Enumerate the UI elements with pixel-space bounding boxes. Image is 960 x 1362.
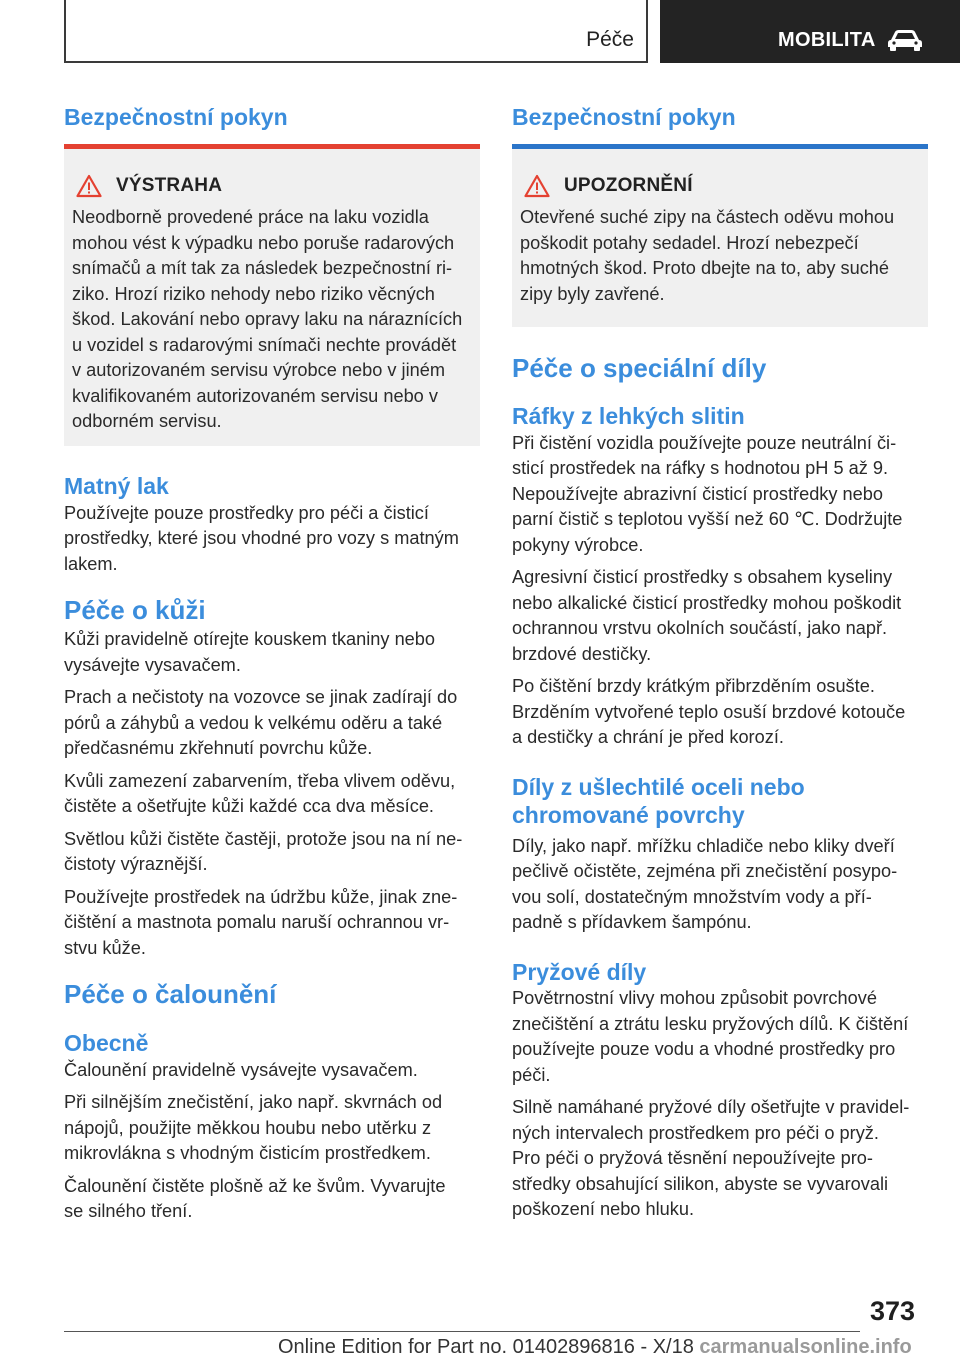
car-icon [886,29,924,51]
warning-triangle-icon [76,174,102,198]
footer-edition [278,1336,960,1362]
section-title: Péče [586,28,634,51]
right-column [512,100,928,1230]
steel-chrome-heading: Díly z ušlechtilé oceli nebo chromované povrchy [512,773,805,828]
general-subheading: Obecně [64,1030,149,1056]
warning-box [64,149,480,446]
paragraph: Čalounění pravidelně vysávejte vysavačem. [64,1059,418,1080]
caution-text: Otevřené suché zipy na částech oděvu mohou poškodit potahy sedadel. Hrozí nebezpečí hmotných škod. Proto dbejte na to, aby suché zipy byly zavřené. [520,207,895,304]
warning-text: Neodborně provedené práce na laku vozidla mohou vést k výpadku nebo poruše radarových snímačů a mít tak za následek bezpečnostní ri- ziko. Hrozí riziko nehody nebo riziko věcných škod. Lakování nebo opravy laku na náraznících u vozidel s radarovými snímači nechte provádět v autorizovaném servisu výrobce nebo v jiném kvalifikovaném autorizovaném servisu nebo v odborném servisu. [72,207,463,431]
paragraph: Světlou kůži čistěte častěji, protože jsou na ní ne- čistoty výraznější. [64,828,463,874]
caution-title: UPOZORNĚNÍ [564,175,693,196]
paragraph: Čalounění čistěte plošně až ke švům. Vyvarujte se silného tření. [64,1175,446,1221]
leather-care-heading: Péče o kůži [64,595,206,625]
paragraph: Používejte pouze prostředky pro péči a čisticí prostředky, které jsou vhodné pro vozy s matným lakem. [64,502,459,574]
safety-heading: Bezpečnostní pokyn [64,104,288,130]
paragraph: Silně namáhané pryžové díly ošetřujte v pravidel- ných intervalech prostředkem pro péči o pryž. Pro péči o pryžová těsnění nepoužívejte pro- středky obsahující silikon, abyste se vyvarovali poškození nebo hluku. [512,1097,910,1219]
watermark-link[interactable]: carmanualsonline.info [699,1336,912,1358]
chapter-tab-label: MOBILITA [778,29,876,51]
warning-title: VÝSTRAHA [116,175,223,196]
paragraph: Prach a nečistoty na vozovce se jinak zadírají do pórů a záhybů a vedou k velkému oděru a také předčasnému zkřehnutí povrchu kůže. [64,687,458,758]
chapter-tab[interactable] [660,0,960,63]
rubber-parts-heading: Pryžové díly [512,958,647,985]
paragraph: Díly, jako např. mřížku chladiče nebo kliky dveří pečlivě očistěte, zejména při znečistění posypo- vou solí, dostatečným množstvím vody a pří- padně s přídavkem šampónu. [512,835,898,932]
paragraph: Při silnějším znečistění, jako např. skvrnách od nápojů, použijte měkkou houbu nebo utěrku z mikrovlákna s vhodným čisticím prostředkem. [64,1092,443,1163]
paragraph: Povětrnostní vlivy mohou způsobit povrchové znečištění a ztrátu lesku pryžových dílů. K čištění používejte pouze vodu a vhodné prostředky pro péči. [512,988,909,1085]
paragraph: Agresivní čisticí prostředky s obsahem kyseliny nebo alkalické čisticí prostředky mohou poškodit ochrannou vrstvu okolních součástí, jako např. brzdové destičky. [512,567,902,664]
matte-paint-heading: Matný lak [64,473,169,499]
paragraph: Kůži pravidelně otírejte kouskem tkaniny nebo vysávejte vysavačem. [64,629,436,675]
footer-divider [64,1331,860,1332]
safety-heading: Bezpečnostní pokyn [512,104,736,130]
paragraph: Po čištění brzdy krátkým přibrzděním osušte. Brzděním vytvořené teplo osuší brzdové kotouče a destičky a chrání je před korozí. [512,676,906,747]
paragraph: Používejte prostředek na údržbu kůže, jinak zne- čištění a mastnota pomalu naruší ochrannou vr- stvu kůže. [64,886,458,958]
upholstery-care-heading: Péče o čalounění [64,979,277,1009]
page-number: 373 [870,1296,916,1326]
header-section-box [64,0,648,63]
left-column [64,100,480,1232]
paragraph: Kvůli zamezení zabarvením, třeba vlivem oděvu, čistěte a ošetřujte kůži každé cca dva měsíce. [64,770,456,816]
alloy-rims-heading: Ráfky z lehkých slitin [512,403,745,429]
paragraph: Při čistění vozidla používejte pouze neutrální či- sticí prostředek na ráfky s hodnotou pH 5 až 9. Nepoužívejte abrazivní čisticí prostředky nebo parní čistič s teplotou vyšší než 60 ℃. Dodržujte pokyny výrobce. [512,432,903,555]
special-parts-heading: Péče o speciální díly [512,353,767,383]
warning-triangle-icon [524,174,550,198]
edition-text: Online Edition for Part no. 01402896816 - X/18 [278,1336,694,1358]
caution-box [512,149,928,327]
